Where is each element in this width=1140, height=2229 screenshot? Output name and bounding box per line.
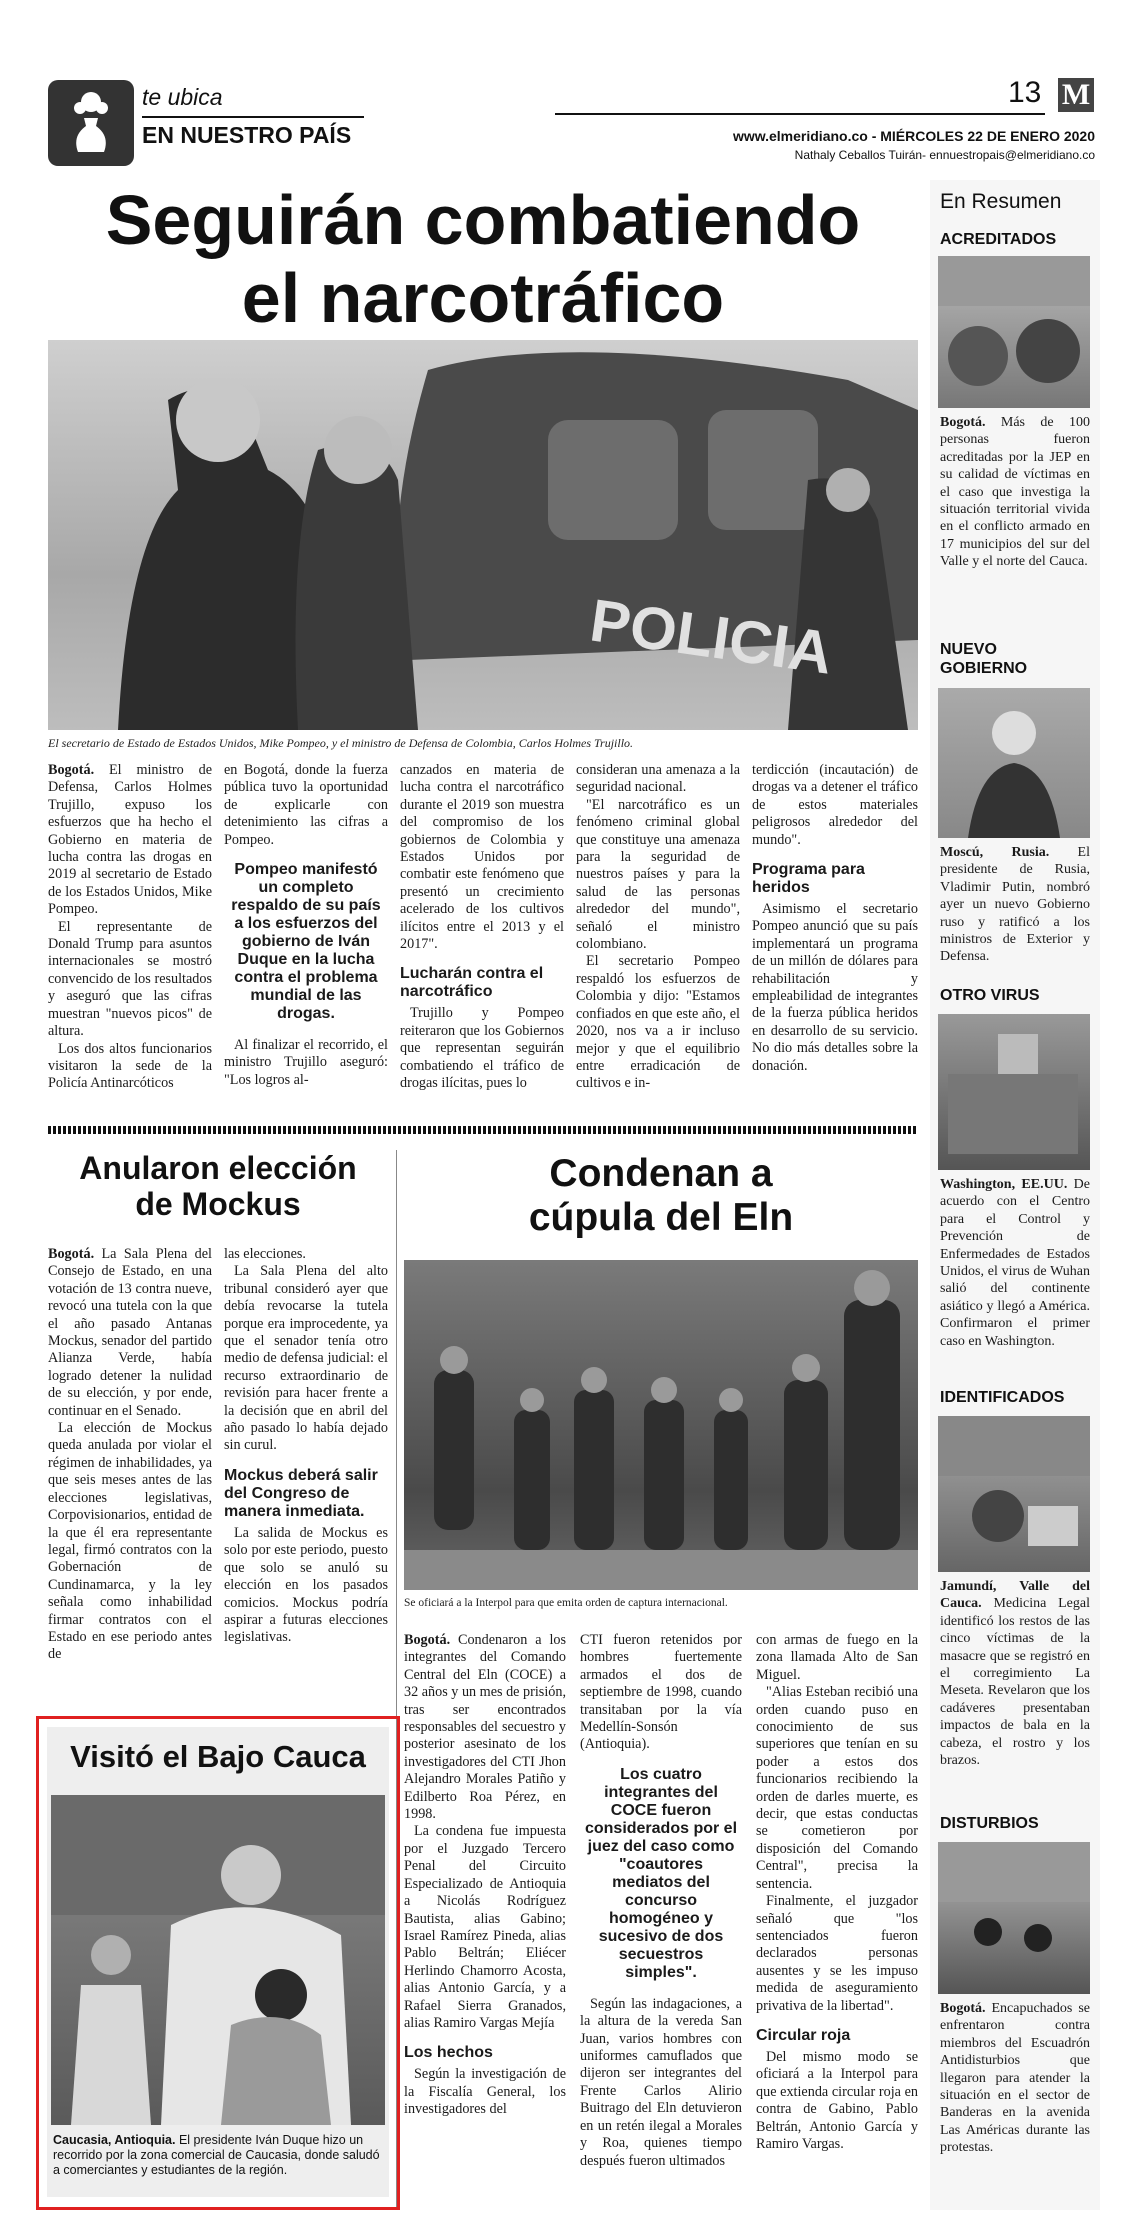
mockus-col-2: [224, 1246, 388, 1647]
bajo-cauca-box: [36, 1716, 400, 2210]
main-col4-p2: "El narcotráfico es un fenómeno criminal global que constituye una amenaza para la seguridad de nuestros países y para la salud de las personas alrededor del mundo", señaló el ministro colombiano.: [576, 796, 740, 953]
section-kicker: te ubica: [142, 84, 223, 110]
main-photo: [48, 340, 918, 730]
kicker-rule: [142, 116, 364, 118]
newspaper-logo: M: [1058, 78, 1094, 112]
main-subhead-1: Lucharán contra el narcotráfico: [400, 965, 544, 1001]
sidebar-body-nuevo-gobierno: El presidente de Rusia, Vladimir Putin, nombró ayer un nuevo Gobierno ruso y ratificó a los ministros de Exterior y Defensa.: [940, 845, 1090, 965]
bajo-cauca-caption-text: El presidente Iván Duque hizo un recorrido por la zona comercial de Caucasia, donde saludó a comerciantes y estudiantes de la región.: [53, 2133, 380, 2177]
eln-photo-caption: Se oficiará a la Interpol para que emita orden de captura internacional.: [404, 1597, 728, 1609]
eln-col3-p3: Finalmente, el juzgador señaló que "los sentenciados fueron declarados personas ausentes y se les impuso medida de aseguramiento privativa de la libertad".: [756, 1893, 918, 2014]
byline: Nathaly Ceballos Tuirán- ennuestropais@elmeridiano.co: [794, 148, 1095, 162]
page-number: 13: [1008, 76, 1042, 109]
sidebar-heading-nuevo-gobierno: NUEVO GOBIERNO: [940, 641, 1028, 677]
sidebar-title: En Resumen: [940, 190, 1062, 213]
main-subhead-2: Programa para heridos: [752, 861, 865, 897]
sidebar-body-disturbios: Encapuchados se enfrentaron contra miembros del Escuadrón Antidisturbios que llegaron para atender la situación en el sector de Banderas en la avenida Las Américas durante las protestas.: [940, 2001, 1090, 2156]
main-col-5: [752, 762, 918, 1075]
bajo-cauca-caption: [53, 2133, 385, 2178]
sidebar-text-otro-virus: [940, 1176, 1090, 1350]
mockus-col1-p1: La Sala Plena del Consejo de Estado, en una votación de 13 contra nueve, revocó una tutela con la que el año pasado Antanas Mockus, senador del partido Alianza Verde, había logrado detener la nulidad de su elección, y por ende, continuar en el Senado.: [48, 1246, 212, 1419]
vase-icon: [48, 80, 134, 166]
mockus-subhead: Mockus deberá salir del Congreso de manera inmediata.: [224, 1466, 378, 1520]
mockus-headline-line2: de Mockus: [135, 1186, 301, 1222]
bajo-cauca-caption-place: Caucasia, Antioquia.: [53, 2133, 176, 2147]
eln-subhead-1: Los hechos: [404, 2044, 493, 2062]
site-date: www.elmeridiano.co - MIÉRCOLES 22 DE ENERO 2020: [732, 128, 1095, 144]
eln-col3-p2: "Alias Esteban recibió una orden cuando puso en conocimiento de sus superiores que tenían en su poder a estos dos funcionarios recibiendo la orden de darles muerte, es decir, que estas conductas se cometieron por disposición del Comando Central", precisa la sentencia.: [756, 1684, 918, 1892]
eln-col3-p4: Del mismo modo se oficiará a la Interpol para que extienda circular roja en contra de Gabino, Pablo Beltrán, Antonio García y Ramiro Vargas.: [756, 2048, 918, 2152]
mockus-col-1: [48, 1246, 212, 1664]
sidebar-body-identificados: Medicina Legal identificó los restos de las cinco víctimas de la masacre que se registró en el corregimiento La Meseta. Revelaron que los cadáveres presentaban impactos de bala en la cabeza, el rostro y los brazos.: [940, 1596, 1090, 1769]
main-col1-p1: El ministro de Defensa, Carlos Holmes Trujillo, expuso los esfuerzos que ha hecho el Gobierno en materia de lucha contra las drogas en 2019 al secretario de Estado de los Estados Unidos, Mike Pompeo.: [48, 762, 212, 918]
sidebar-place-otro-virus: Washington, EE.UU.: [940, 1177, 1068, 1192]
main-headline-line1: Seguirán combatiendo: [105, 181, 861, 259]
main-col-4: [576, 762, 740, 1093]
bajo-cauca-photo: [51, 1795, 385, 2125]
section-title: EN NUESTRO PAÍS: [142, 122, 352, 148]
sidebar-photo-otro-virus: [938, 1014, 1090, 1170]
main-col-1: [48, 762, 212, 1093]
sidebar-heading-otro-virus: OTRO VIRUS: [940, 987, 1040, 1004]
section-divider: [48, 1126, 918, 1134]
main-col1-p3: Los dos altos funcionarios visitaron la sede de la Policía Antinarcóticos: [48, 1040, 212, 1092]
sidebar-body-otro-virus: De acuerdo con el Centro para el Control y Prevención de Enfermedades de Estados Unidos, el virus de Wuhan salió del continente asiático y llegó a América. Confirmaron el primer caso en Washington.: [940, 1177, 1090, 1349]
eln-col-1: [404, 1632, 566, 2119]
main-photo-caption: El secretario de Estado de Estados Unidos, Mike Pompeo, y el ministro de Defensa de Colombia, Carlos Holmes Trujillo.: [48, 736, 634, 750]
main-col3-p2: Trujillo y Pompeo reiteraron que los Gobiernos que representan seguirán combatiendo el tráfico de drogas ilícitas, pues lo: [400, 1005, 564, 1092]
sidebar-text-disturbios: [940, 2000, 1090, 2157]
eln-col3-p1: con armas de fuego en la zona llamada Alto de San Miguel.: [756, 1632, 918, 1683]
eln-col-2: [580, 1632, 742, 2170]
eln-headline-line2: cúpula del Eln: [528, 1196, 794, 1239]
helicopter-text: POLICIA: [586, 586, 837, 687]
section-logo: [48, 80, 134, 166]
mockus-headline-line1: Anularon elección: [79, 1150, 357, 1186]
sidebar-heading-disturbios: DISTURBIOS: [940, 1815, 1039, 1832]
dateline: Bogotá.: [48, 762, 95, 778]
eln-col1-p2: La condena fue impuesta por el Juzgado Tercero Penal del Circuito Especializado de Antioquia a Nicolás Rodríguez Bautista, alias Gabino; Israel Ramírez Pineda, alias Pablo Beltrán; Eliécer Herlindo Chamorro Acosta, alias Antonio García, y a Rafael Sierra Granados, alias Ramiro Vargas Mejía: [404, 1823, 566, 2031]
sidebar-text-acreditados: [940, 414, 1090, 571]
mockus-col2-p1: las elecciones.: [224, 1246, 306, 1262]
eln-headline-line1: Condenan a: [549, 1152, 773, 1195]
main-pull-quote: Pompeo manifestó un completo respaldo de su país a los esfuerzos del gobierno de Iván Duque en la lucha contra el problema mundial de las drogas.: [231, 861, 381, 1023]
main-col4-p3: El secretario Pompeo respaldó los esfuerzos de Colombia y dijo: "Estamos confiados en que este año, el 2020, nos va a ir incluso mejor y que el equilibrio entre erradicación de cultivos e in-: [576, 953, 740, 1092]
eln-subhead-2: Circular roja: [756, 2026, 851, 2044]
eln-pull-quote: Los cuatro integrantes del COCE fueron considerados por el juez del caso como "coautores mediatos del concurso homogéneo y sucesivo de dos secuestros simples".: [584, 1765, 738, 1981]
eln-dateline: Bogotá.: [404, 1632, 451, 1648]
main-col1-p2: El representante de Donald Trump para asuntos internacionales se mostró convencido de los resultados y aseguró que las cifras muestran "nuevos picos" de altura.: [48, 918, 212, 1040]
main-col2-p2: Al finalizar el recorrido, el ministro Trujillo aseguró: "Los logros al-: [224, 1037, 388, 1088]
eln-photo: [404, 1260, 918, 1590]
sidebar-heading-acreditados: ACREDITADOS: [940, 231, 1057, 248]
sidebar-body-acreditados: Más de 100 personas fueron acreditadas por la JEP en su calidad de víctimas en el caso que investiga la situación territorial vivida en el conflicto armado en 17 municipios del sur del Valle y el norte del Cauca.: [940, 415, 1090, 570]
main-col-3: [400, 762, 564, 1093]
eln-col1-p1: Condenaron a los integrantes del Comando Central del Eln (COCE) a 32 años y un mes de prisión, tras ser encontrados responsables del secuestro y posterior asesinato de los investigadores del CTI Jhon Alejandro Morales Patiño y Edilberto Roa Pérez, en 1998.: [404, 1632, 566, 1823]
mockus-col1-p2: La elección de Mockus queda anulada por violar el régimen de inhabilidades, ya que seis meses antes de las elecciones legislativas, Corpovisionarios, entidad de la que él era representante legal, firmó contratos con la Gobernación de Cundinamarca, y la ley señala como inhabilidad firmar contratos con el Estado en ese periodo antes de: [48, 1420, 212, 1663]
main-col-2: [224, 762, 388, 1089]
sidebar-heading-identificados: IDENTIFICADOS: [940, 1389, 1065, 1406]
main-col5-p1: terdicción (incautación) de drogas va a detener el tráfico de estos materiales peligrosos alrededor del mundo".: [752, 762, 918, 848]
sidebar-place-acreditados: Bogotá.: [940, 415, 986, 430]
mockus-col2-p2: La Sala Plena del alto tribunal consideró ayer que debía revocarse la tutela porque era improcedente, ya que el senador tenía otro medio de defensa judicial: el recurso extraordinario de revisión para hacer frente a la decisión que en abril del año pasado lo había dejado sin curul.: [224, 1263, 388, 1454]
eln-col-3: [756, 1632, 918, 2153]
bajo-cauca-headline: Visitó el Bajo Cauca: [70, 1739, 366, 1774]
sidebar-photo-acreditados: [938, 256, 1090, 408]
main-col2-p1: en Bogotá, donde la fuerza pública tuvo la oportunidad de explicarle con detenimiento las cifras a Pompeo.: [224, 762, 388, 848]
mockus-dateline: Bogotá.: [48, 1246, 95, 1262]
main-col4-p1: consideran una amenaza a la seguridad nacional.: [576, 762, 740, 796]
main-col3-p1: canzados en materia de lucha contra el narcotráfico durante el 2019 son muestra del compromiso de los gobiernos de Colombia y Estados Unidos por combatir este fenómeno que presentó un crecimiento acelerado de los cultivos ilícitos entre el 2013 y el 2017".: [400, 762, 564, 953]
main-headline-line2: el narcotráfico: [241, 259, 725, 337]
sidebar-text-identificados: [940, 1578, 1090, 1769]
main-col5-p2: Asimismo el secretario Pompeo anunció que su país implementará un programa de un millón de dólares para rehabilitación y empleabilidad de integrantes de la fuerza pública heridos en desarrollo de su servicio. No dio más detalles sobre la donación.: [752, 901, 918, 1074]
eln-col2-p2: Según las indagaciones, a la altura de la vereda San Juan, varios hombres con uniformes camuflados que dijeron ser integrantes del Frente Carlos Alirio Buitrago del Eln detuvieron en un retén ilegal a Morales y Roa, quienes tiempo después fueron ultimados: [580, 1995, 742, 2169]
eln-col1-p3: Según la investigación de la Fiscalía General, los investigadores del: [404, 2066, 566, 2118]
sidebar-place-nuevo-gobierno: Moscú, Rusia.: [940, 845, 1050, 860]
header-rule: [555, 113, 1045, 115]
sidebar-photo-disturbios: [938, 1842, 1090, 1994]
sidebar-place-disturbios: Bogotá.: [940, 2001, 986, 2016]
sidebar-photo-identificados: [938, 1416, 1090, 1572]
eln-col2-p1: CTI fueron retenidos por hombres fuertemente armados el dos de septiembre de 1998, cuando transitaban por la vía Medellín-Sonsón (Antioquia).: [580, 1632, 742, 1753]
sidebar-place-identificados: Jamundí, Valle del Cauca.: [940, 1579, 1090, 1612]
sidebar-photo-nuevo-gobierno: [938, 688, 1090, 838]
mockus-col2-p3: La salida de Mockus es solo por este periodo, puesto que solo se anuló su elección en los pasados comicios. Mockus podría aspirar a futuras elecciones legislativas.: [224, 1524, 388, 1646]
sidebar-text-nuevo-gobierno: [940, 844, 1090, 966]
